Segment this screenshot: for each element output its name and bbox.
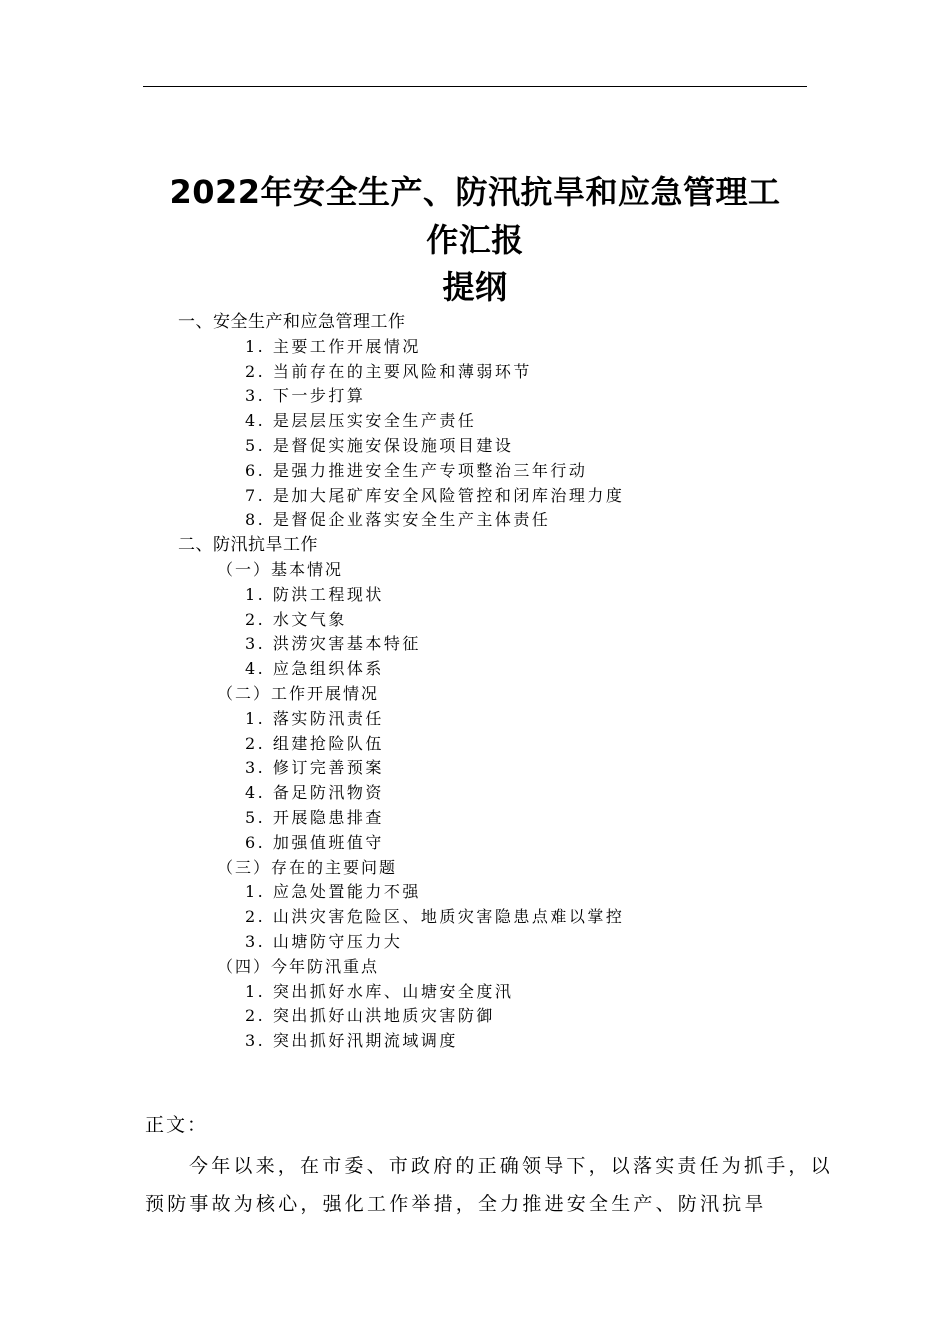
outline-item: 5. 是督促实施安保设施项目建设 (245, 435, 514, 455)
outline-item: 5. 开展隐患排查 (245, 807, 384, 827)
outline-item: 4. 备足防汛物资 (245, 783, 384, 803)
body-paragraph: 今年以来，在市委、市政府的正确领导下，以落实责任为抓手，以预防事故为核心，强化工作举措，全力推进安全生产、防汛抗旱 (145, 1155, 833, 1215)
outline-item: 1. 落实防汛责任 (245, 708, 384, 728)
outline-item: 3. 突出抓好汛期流域调度 (245, 1031, 458, 1051)
outline-sub: （三）存在的主要问题 (217, 857, 398, 877)
outline-item: 3. 下一步打算 (245, 386, 366, 406)
outline-item: 1. 应急处置能力不强 (245, 882, 421, 902)
outline-item: 7. 是加大尾矿库安全风险管控和闭库治理力度 (245, 485, 625, 505)
document-subtitle: 提纲 (442, 268, 508, 306)
outline-item: 2. 水文气象 (245, 609, 347, 629)
body-label: 正文： (145, 1114, 209, 1136)
outline-item: 2. 突出抓好山洪地质灾害防御 (245, 1006, 495, 1026)
outline-item: 6. 是强力推进安全生产专项整治三年行动 (245, 460, 588, 480)
document-title-line-2: 作汇报 (426, 221, 524, 259)
outline-item: 2. 组建抢险队伍 (245, 733, 384, 753)
outline-item: 1. 突出抓好水库、山塘安全度汛 (245, 981, 514, 1001)
header-rule (143, 86, 807, 87)
outline-item: 8. 是督促企业落实安全生产主体责任 (245, 510, 551, 530)
outline-section: 一、安全生产和应急管理工作 (178, 312, 406, 332)
outline-item: 4. 应急组织体系 (245, 659, 384, 679)
outline-item: 3. 山塘防守压力大 (245, 931, 403, 951)
outline-item: 2. 当前存在的主要风险和薄弱环节 (245, 361, 532, 381)
outline-sub: （一）基本情况 (217, 559, 344, 579)
outline-sub: （二）工作开展情况 (217, 683, 380, 703)
outline-item: 3. 修订完善预案 (245, 758, 384, 778)
outline-sub: （四）今年防汛重点 (217, 956, 380, 976)
outline-list (0, 310, 950, 1054)
outline-section: 二、防汛抗旱工作 (178, 535, 318, 556)
outline-item: 1. 主要工作开展情况 (245, 336, 421, 356)
outline-item: 6. 加强值班值守 (245, 832, 384, 852)
outline-item: 4. 是层层压实安全生产责任 (245, 411, 477, 431)
document-title-line-1: 2022年安全生产、防汛抗旱和应急管理工 (169, 173, 781, 211)
outline-item: 1. 防洪工程现状 (245, 584, 384, 604)
outline-item: 3. 洪涝灾害基本特征 (245, 634, 421, 654)
outline-item: 2. 山洪灾害危险区、地质灾害隐患点难以掌控 (245, 907, 625, 927)
